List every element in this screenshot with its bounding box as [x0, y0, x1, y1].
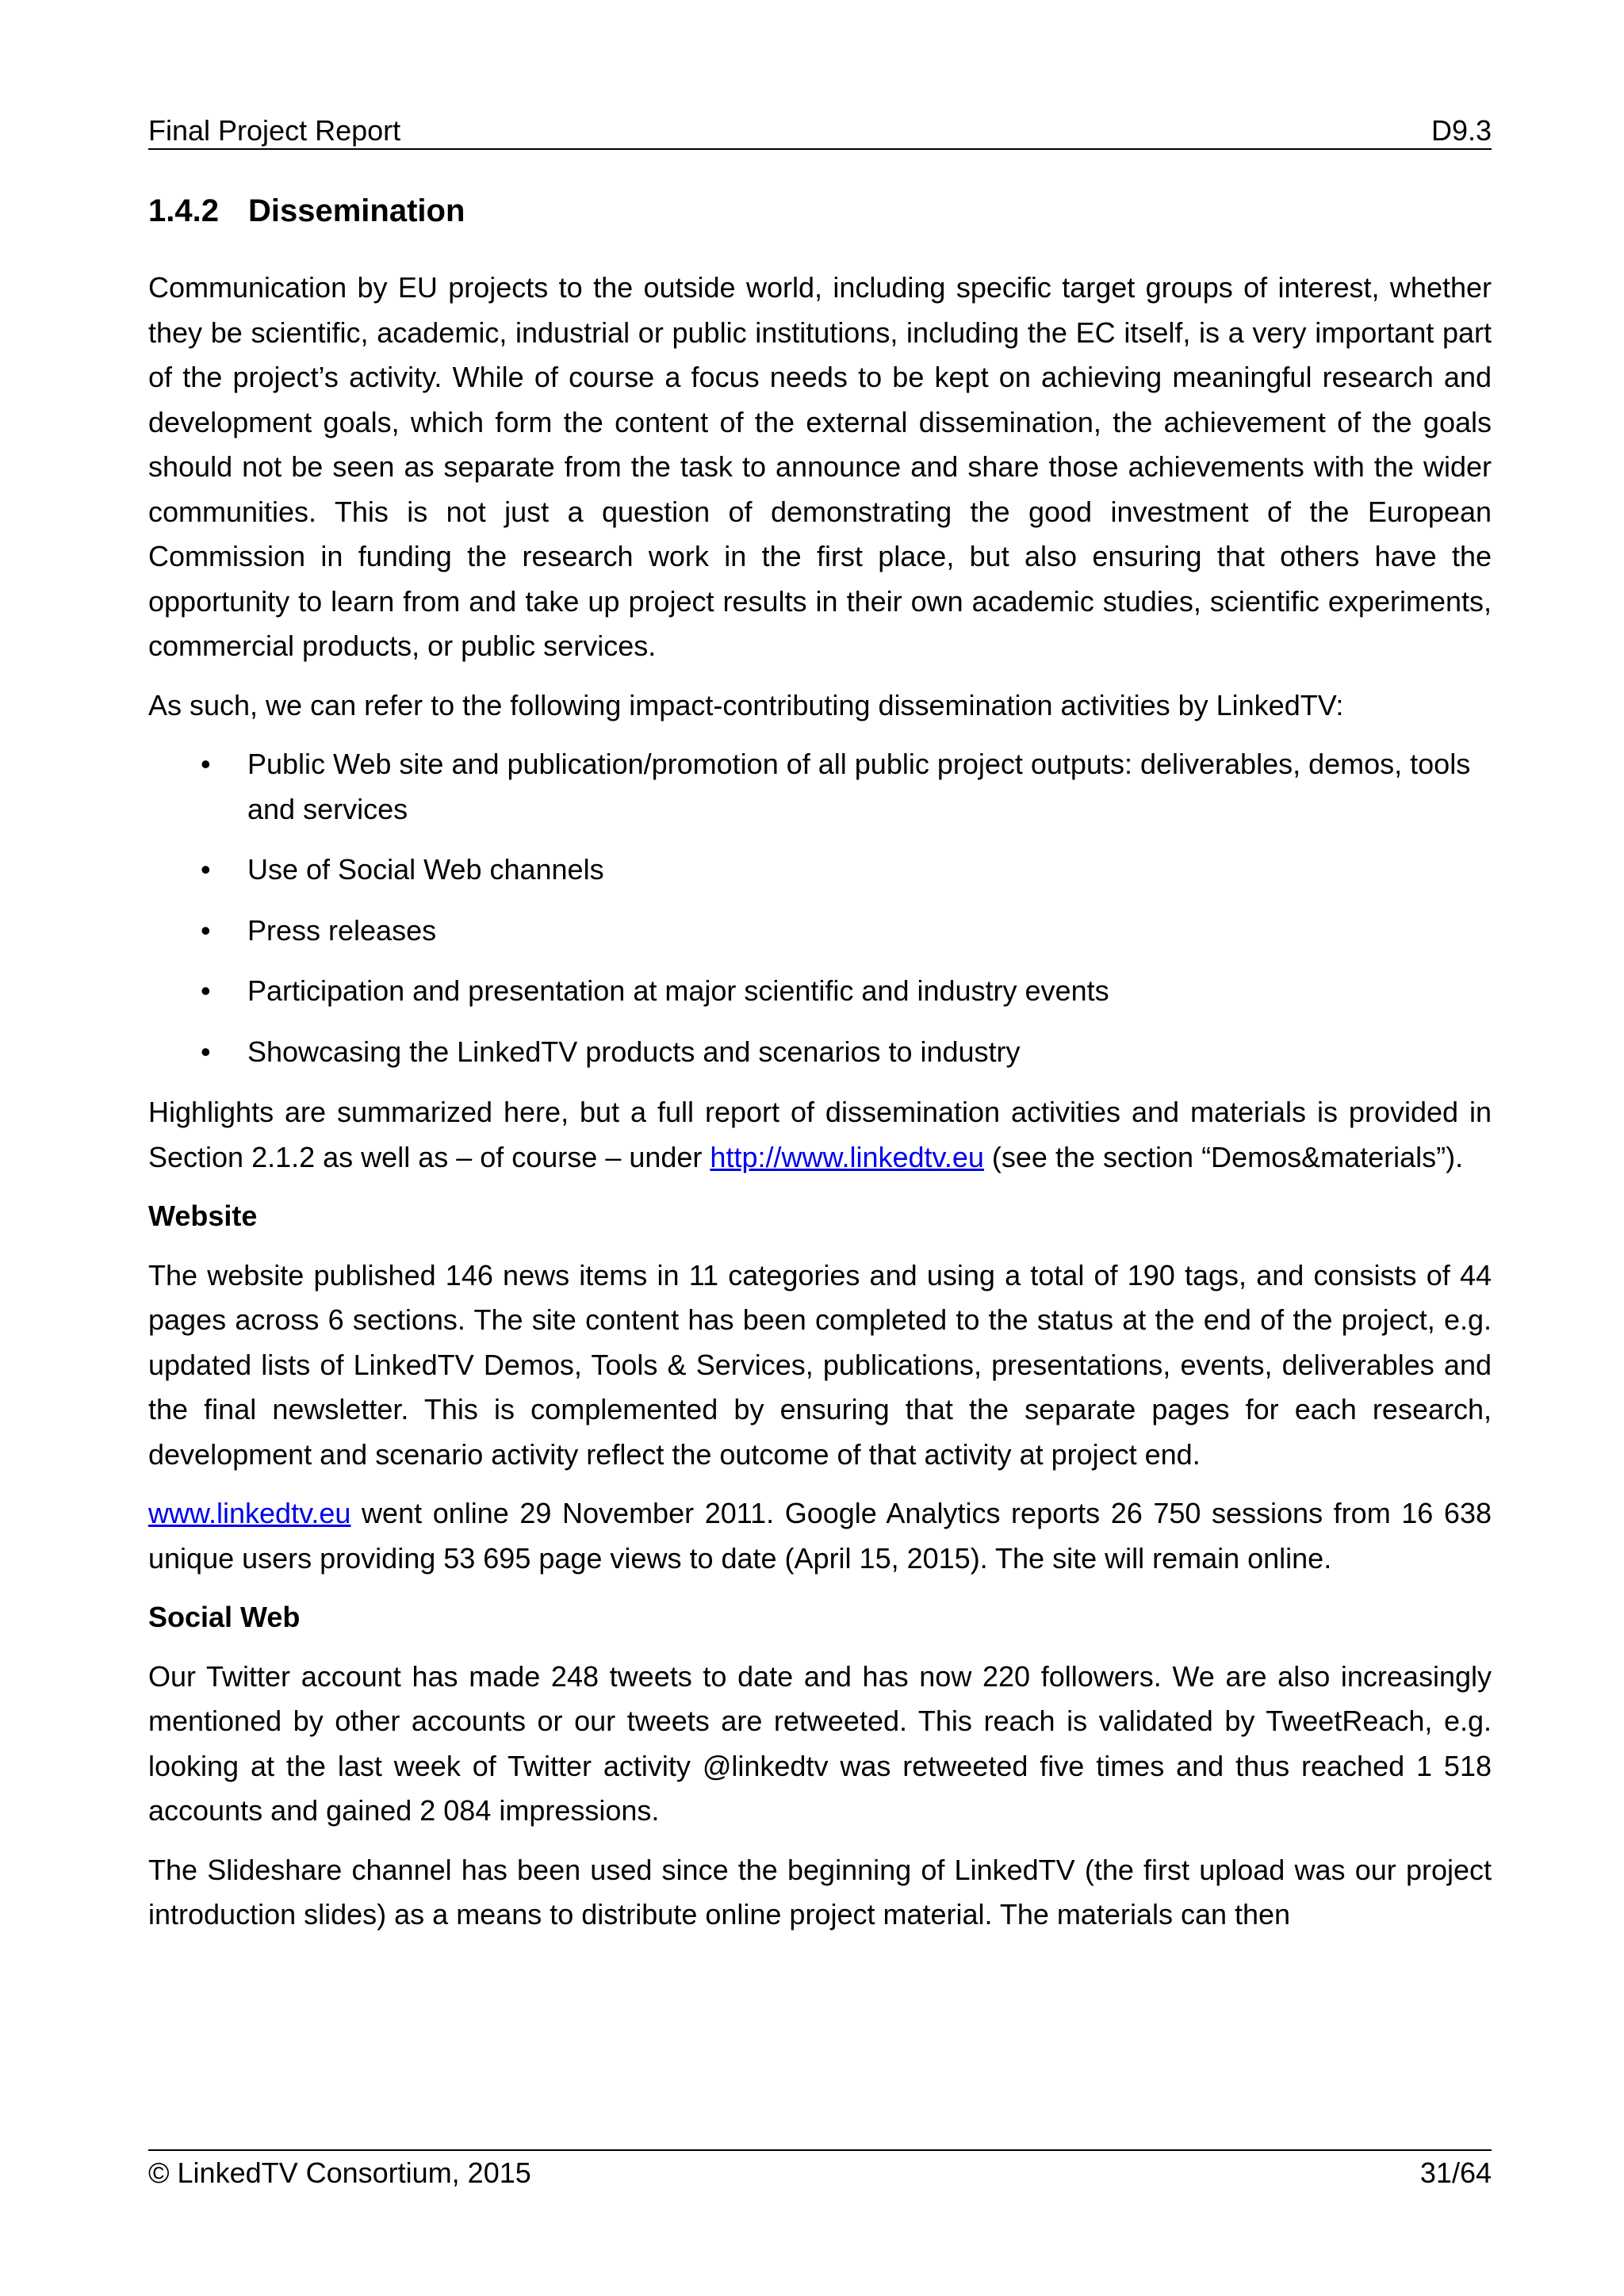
list-item-text: Participation and presentation at major scientific and industry events — [247, 974, 1109, 1007]
bullet-icon: • — [201, 913, 211, 947]
website-heading: Website — [148, 1200, 258, 1232]
section-heading — [148, 186, 1492, 235]
page-header — [148, 113, 1492, 150]
highlights-text-before: Highlights are summarized here, but a full report of dissemination activities and materials is provided in Section 2.1.2 as well as – of course – under — [148, 1096, 1492, 1173]
page-content — [148, 186, 1492, 1952]
social-web-heading: Social Web — [148, 1601, 301, 1633]
bullet-icon: • — [201, 853, 211, 886]
header-title: Final Project Report — [148, 114, 401, 147]
website-paragraph: The website published 146 news items in 11 categories and using a total of 190 tags, and consists of 44 pages across 6 sections. The site content has been completed to the status at the end of the project, e.g. updated lists of LinkedTV Demos, Tools & Services, publications, presentations, events, deliverables and the final newsletter. This is complemented by ensuring that the separate pages for each research, development and scenario activity reflect the outcome of that activity at project end. — [148, 1258, 1492, 1471]
linkedtv-url-link[interactable]: http://www.linkedtv.eu — [710, 1140, 984, 1173]
list-item-text: Press releases — [247, 913, 437, 947]
list-item — [148, 848, 1492, 893]
slideshare-paragraph: The Slideshare channel has been used since the beginning of LinkedTV (the first upload was our project introduction slides) as a means to distribute online project material. The materials can then — [148, 1853, 1492, 1931]
list-item-text: Use of Social Web channels — [247, 853, 604, 886]
twitter-paragraph: Our Twitter account has made 248 tweets to date and has now 220 followers. We are also increasingly mentioned by other accounts or our tweets are retweeted. This reach is validated by TweetReach, e.g. looking at the last week of Twitter activity @linkedtv was retweeted five times and thus reached 1 518 accounts and gained 2 084 impressions. — [148, 1659, 1492, 1827]
bullet-icon: • — [201, 1035, 211, 1068]
header-doc-id: D9.3 — [1431, 114, 1492, 147]
highlights-text-after: (see the section “Demos&materials”). — [983, 1140, 1464, 1173]
list-item — [148, 1030, 1492, 1075]
footer-copyright: © LinkedTV Consortium, 2015 — [148, 2156, 531, 2189]
list-item — [148, 969, 1492, 1014]
activities-intro: As such, we can refer to the following impact-contributing dissemination activities by LinkedTV: — [148, 688, 1344, 721]
page-footer — [148, 2149, 1492, 2187]
website-stats-text: went online 29 November 2011. Google Analytics reports 26 750 sessions from 16 638 unique users providing 53 695 page views to date (April 15, 2015). The site will remain online. — [148, 1497, 1492, 1575]
section-title: Dissemination — [248, 193, 465, 228]
list-item-text: Showcasing the LinkedTV products and scenarios to industry — [247, 1035, 1021, 1068]
list-item — [148, 909, 1492, 954]
intro-paragraph: Communication by EU projects to the outside world, including specific target groups of interest, whether they be scientific, academic, industrial or public institutions, including the EC itself, is a very important part of the project’s activity. While of course a focus needs to be kept on achieving meaningful research and development goals, which form the content of the external dissemination, the achievement of the goals should not be seen as separate from the task to announce and share those achievements with the wider communities. This is not just a question of demonstrating the good investment of the European Commission in funding the research work in the first place, but also ensuring that others have the opportunity to learn from and take up project results in their own academic studies, scientific experiments, commercial products, or public services. — [148, 271, 1492, 662]
bullet-icon: • — [201, 974, 211, 1007]
list-item — [148, 742, 1492, 832]
section-number: 1.4.2 — [148, 193, 219, 228]
footer-page-number: 31/64 — [1419, 2156, 1492, 2189]
linkedtv-site-link[interactable]: www.linkedtv.eu — [148, 1497, 351, 1529]
highlights-paragraph — [148, 1090, 1492, 1180]
bullet-icon: • — [201, 748, 211, 780]
list-item-text: Public Web site and publication/promotion of all public project outputs: deliverables, demos, tools and services — [247, 748, 1471, 825]
website-stats-paragraph — [148, 1491, 1492, 1581]
activities-list — [148, 742, 1492, 1074]
